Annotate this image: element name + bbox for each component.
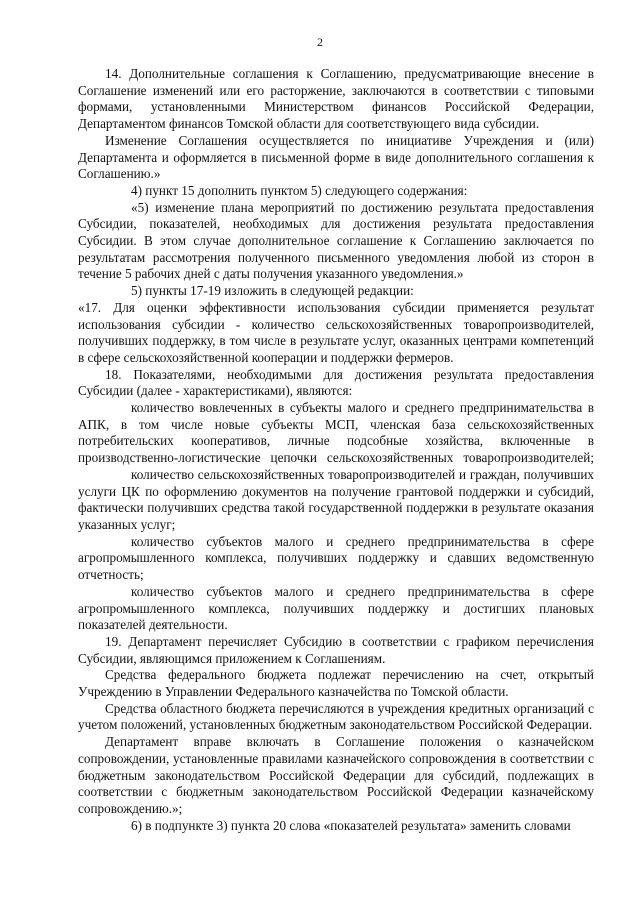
indicator-3: количество субъектов малого и среднего предпринимательства в сфере агропромышленного комплекса, получивших поддержку и сдавших ведомственную отчетность; [78, 533, 594, 583]
paragraph-federal-budget: Средства федерального бюджета подлежат перечислению на счет, открытый Учреждению в Управлении Федерального казначейства по Томской области. [78, 667, 594, 700]
paragraph-regional-budget: Средства областного бюджета перечисляются в учреждения кредитных организаций с учетом положений, установленных бюджетным законодательством Российской Федерации. [78, 700, 594, 733]
paragraph-19: 19. Департамент перечисляет Субсидию в соответствии с графиком перечисления Субсидии, являющимся приложением к Соглашениям. [78, 633, 594, 666]
page-number: 2 [317, 35, 323, 49]
paragraph-item-5: 5) пункты 17-19 изложить в следующей редакции: [131, 283, 414, 299]
indicator-4: количество субъектов малого и среднего предпринимательства в сфере агропромышленного комплекса, получивших поддержку и достигших плановых показателей деятельности. [78, 583, 594, 633]
indicator-2: количество сельскохозяйственных товаропроизводителей и граждан, получивших услуги ЦК по оформлению документов на получение грантовой поддержки и субсидий, фактически получивших средства такой государственной поддержки в результате оказания указанных услуг; [78, 466, 594, 532]
paragraph-treasury-support: Департамент вправе включать в Соглашение положения о казначейском сопровождении, установленные правилами казначейского сопровождения в соответствии с бюджетным законодательством Российской Федерации для субсидий, подлежащих в соответствии с бюджетным законодательством Российской Федерации казначейскому сопровождению.»; [78, 734, 594, 816]
document-body [78, 66, 594, 834]
paragraph-agreement-change: Изменение Соглашения осуществляется по инициативе Учреждения и (или) Департамента и оформляется в письменной форме в виде дополнительного соглашения к Соглашению.» [78, 132, 594, 182]
indicator-1: количество вовлеченных в субъекты малого и среднего предпринимательства в АПК, в том числе новые субъекты МСП, членская база сельскохозяйственных потребительских кооперативов, личные подсобные хозяйства, включенные в производственно-логистические цепочки сельскохозяйственных товаропроизводителей; [78, 400, 594, 466]
paragraph-item-6: 6) в подпункте 3) пункта 20 слова «показателей результата» заменить словами [131, 817, 571, 833]
paragraph-17: «17. Для оценки эффективности использования субсидии применяется результат использования субсидии - количество сельскохозяйственных товаропроизводителей, получивших поддержку, в том числе в результате услуг, оказанных центрами компетенций в сфере сельскохозяйственной кооперации и поддержки фермеров. [78, 299, 594, 365]
paragraph-14: 14. Дополнительные соглашения к Соглашению, предусматривающие внесение в Соглашение изменений или его расторжение, заключаются в соответствии с типовыми формами, установленными Министерством финансов Российской Федерации, Департаментом финансов Томской области для соответствующего вида субсидии. [78, 66, 594, 132]
paragraph-item-4: 4) пункт 15 дополнить пунктом 5) следующего содержания: [131, 182, 468, 198]
paragraph-18: 18. Показателями, необходимыми для достижения результата предоставления Субсидии (далее - характеристиками), являются: [78, 366, 594, 399]
paragraph-item-4-quote: «5) изменение плана мероприятий по достижению результата предоставления Субсидии, показателей, необходимых для достижения результата предоставления Субсидии. В этом случае дополнительное соглашение к Соглашению заключается по результатам рассмотрения полученного письменного уведомления любой из сторон в течение 5 рабочих дней с даты получения указанного уведомления.» [78, 199, 594, 282]
